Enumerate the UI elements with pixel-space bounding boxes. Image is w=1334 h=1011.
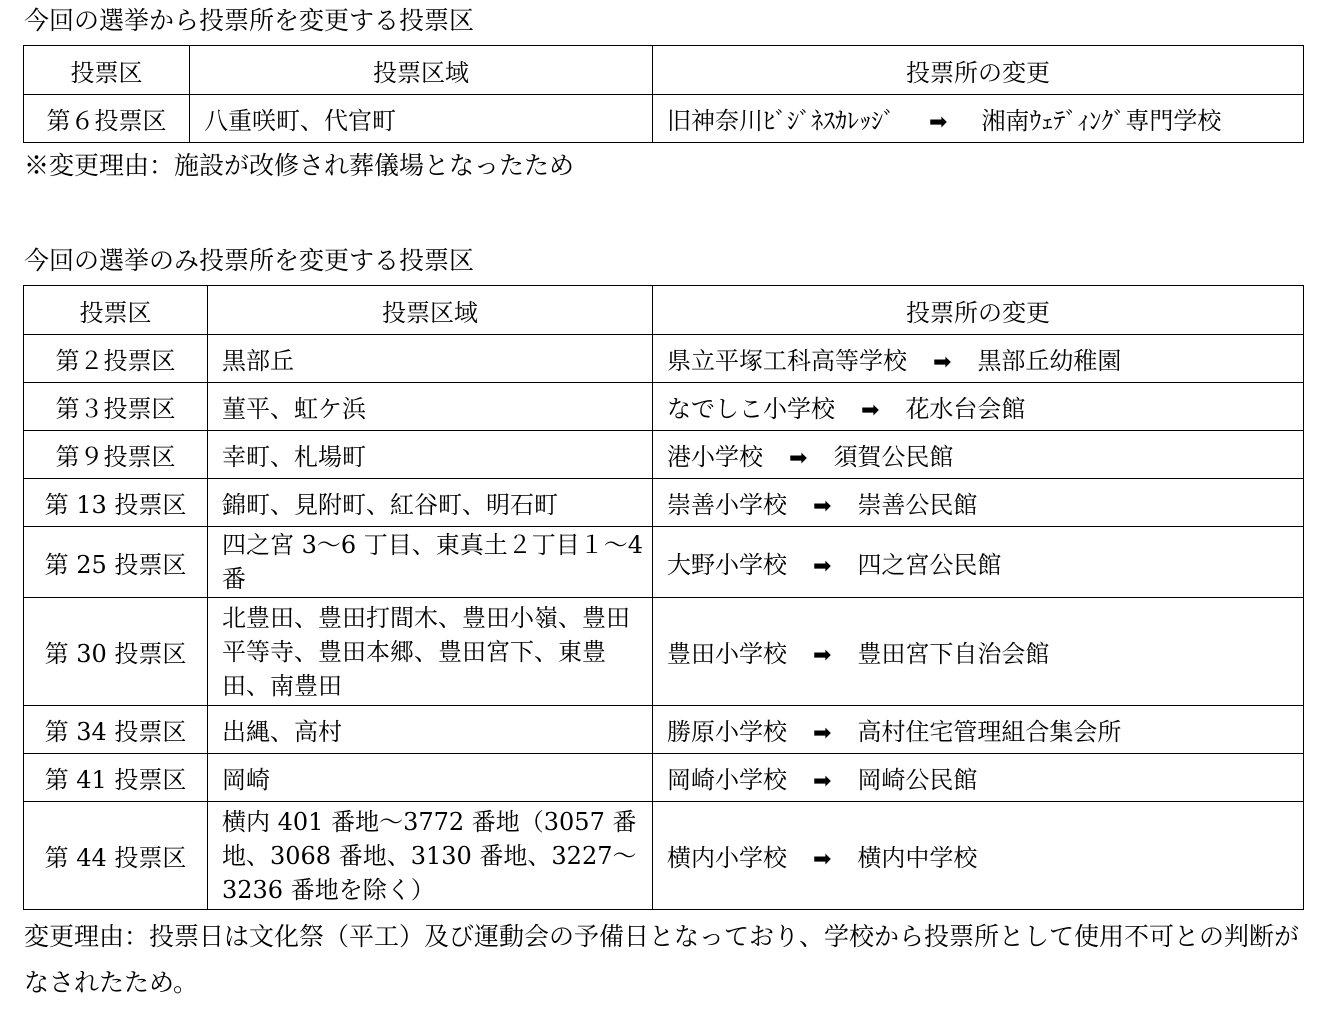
to-location: 須賀公民館 [833, 443, 954, 471]
from-location: 大野小学校 [667, 550, 787, 579]
to-location: 岡崎公民館 [857, 766, 978, 794]
area-cell: 出縄、高村 [208, 706, 653, 754]
district-cell: 第 44 投票区 [24, 802, 208, 910]
change-cell [653, 95, 1304, 143]
from-location: 勝原小学校 [667, 718, 787, 746]
table-row [24, 706, 1304, 754]
table-header-row [24, 286, 1304, 335]
change-cell [653, 479, 1304, 527]
header-district: 投票区 [24, 46, 190, 95]
from-location: 岡崎小学校 [667, 766, 787, 794]
to-location: 黒部丘幼稚園 [977, 347, 1122, 375]
change-cell [653, 754, 1304, 802]
arrow-right-icon: ➡ [813, 721, 832, 746]
from-location: 横内小学校 [667, 844, 787, 872]
table-row [24, 802, 1304, 910]
to-location: 横内中学校 [857, 844, 978, 872]
section2-table [23, 285, 1304, 910]
arrow-right-icon: ➡ [861, 398, 880, 423]
arrow-right-icon: ➡ [813, 553, 832, 579]
section1-heading: 今回の選挙から投票所を変更する投票区 [24, 6, 475, 35]
arrow-right-icon: ➡ [929, 110, 948, 135]
arrow-right-icon: ➡ [813, 769, 832, 794]
arrow-right-icon: ➡ [789, 446, 808, 471]
area-cell: 北豊田、豊田打間木、豊田小嶺、豊田平等寺、豊田本郷、豊田宮下、東豊田、南豊田 [208, 598, 653, 706]
table-row [24, 95, 1304, 143]
district-cell: 第２投票区 [24, 335, 208, 383]
arrow-right-icon: ➡ [933, 350, 952, 375]
section1-table [23, 45, 1304, 143]
table-header-row [24, 46, 1304, 95]
from-location: 旧神奈川ﾋﾞｼﾞﾈｽｶﾚｯｼﾞ [667, 107, 895, 135]
from-location: なでしこ小学校 [667, 395, 835, 423]
change-cell [653, 527, 1304, 598]
from-location: 港小学校 [667, 443, 763, 471]
district-cell: 第 25 投票区 [24, 527, 208, 598]
change-cell [653, 335, 1304, 383]
from-location: 豊田小学校 [667, 640, 787, 668]
from-location: 県立平塚工科高等学校 [667, 347, 907, 375]
note-text: 投票日は文化祭（平工）及び運動会の予備日となっており、学校から投票所として使用不可との判断がなされたため。 [24, 922, 1300, 997]
to-location: 四之宮公民館 [857, 550, 1002, 579]
to-location: 花水台会館 [905, 395, 1026, 423]
arrow-right-icon: ➡ [813, 847, 832, 872]
area-cell: 横内 401 番地～3772 番地（3057 番地、3068 番地、3130 番地、3227～3236 番地を除く） [208, 802, 653, 910]
section1-note: ※変更理由：施設が改修され葬儀場となったため [24, 151, 575, 180]
to-location: 湘南ｳｪﾃﾞｨﾝｸﾞ専門学校 [981, 107, 1222, 135]
header-area: 投票区域 [208, 286, 653, 335]
change-cell [653, 802, 1304, 910]
note-label: 変更理由： [24, 922, 150, 951]
section2-heading: 今回の選挙のみ投票所を変更する投票区 [24, 246, 475, 275]
district-cell: 第 30 投票区 [24, 598, 208, 706]
header-district: 投票区 [24, 286, 208, 335]
header-change: 投票所の変更 [653, 286, 1304, 335]
change-cell [653, 383, 1304, 431]
area-cell: 幸町、札場町 [208, 431, 653, 479]
to-location: 崇善公民館 [857, 491, 978, 519]
district-cell: 第 41 投票区 [24, 754, 208, 802]
area-cell: 四之宮 3～6 丁目、東真土２丁目１～4 番 [208, 527, 653, 598]
header-area: 投票区域 [190, 46, 653, 95]
area-cell: 岡崎 [208, 754, 653, 802]
table-row [24, 479, 1304, 527]
district-cell: 第 34 投票区 [24, 706, 208, 754]
area-cell: 八重咲町、代官町 [190, 95, 653, 143]
change-cell [653, 706, 1304, 754]
arrow-right-icon: ➡ [813, 494, 832, 519]
table-row [24, 383, 1304, 431]
table-row [24, 527, 1304, 598]
change-cell [653, 598, 1304, 706]
table-row [24, 754, 1304, 802]
table-row [24, 335, 1304, 383]
district-cell: 第９投票区 [24, 431, 208, 479]
arrow-right-icon: ➡ [813, 643, 832, 668]
district-cell: 第６投票区 [24, 95, 190, 143]
header-change: 投票所の変更 [653, 46, 1304, 95]
from-location: 崇善小学校 [667, 491, 787, 519]
to-location: 高村住宅管理組合集会所 [857, 718, 1122, 746]
area-cell: 黒部丘 [208, 335, 653, 383]
change-cell [653, 431, 1304, 479]
area-cell: 菫平、虹ケ浜 [208, 383, 653, 431]
area-cell: 錦町、見附町、紅谷町、明石町 [208, 479, 653, 527]
to-location: 豊田宮下自治会館 [857, 640, 1050, 668]
table-row [24, 431, 1304, 479]
district-cell: 第３投票区 [24, 383, 208, 431]
section2-note [24, 914, 1314, 1006]
district-cell: 第 13 投票区 [24, 479, 208, 527]
table-row [24, 598, 1304, 706]
